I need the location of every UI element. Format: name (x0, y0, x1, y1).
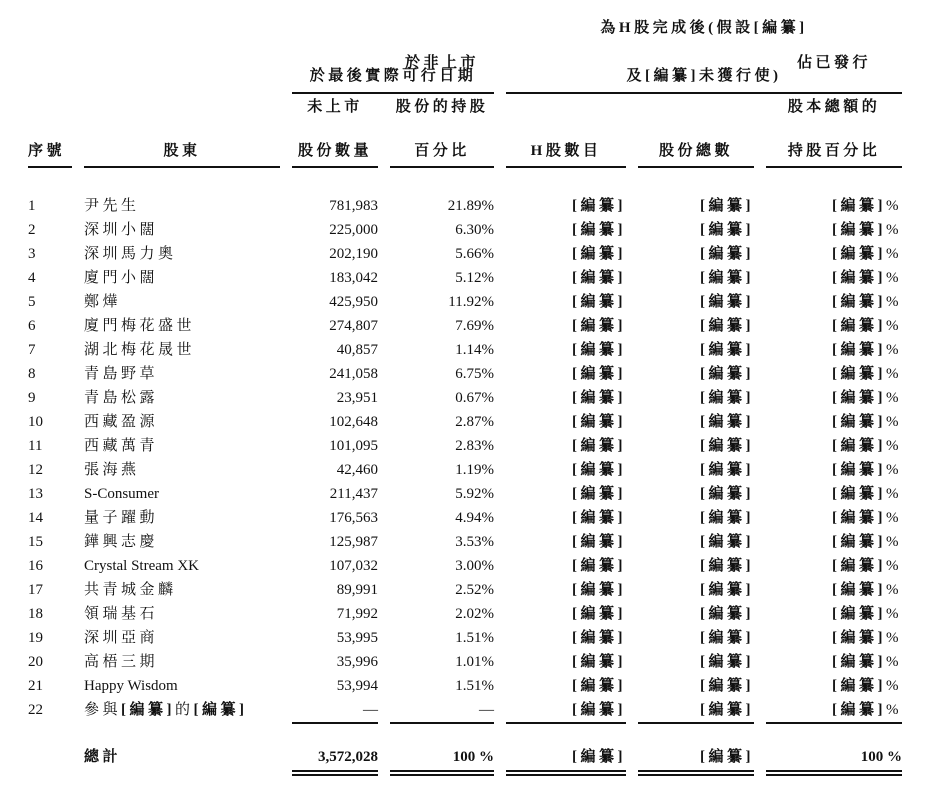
cell-unlisted-pct: 6.75% (455, 366, 494, 382)
cell-h-shares (506, 434, 626, 458)
cell-unlisted-pct: 11.92% (448, 294, 494, 310)
redaction-marker: [編纂] (700, 318, 754, 334)
cell-shareholder: 參與[編纂]的[編纂] (84, 702, 248, 718)
cell-unlisted-shares: 101,095 (329, 438, 378, 454)
table-row (28, 338, 925, 362)
cell-issued-pct: [編纂]% (832, 270, 902, 286)
cell-unlisted-pct: 1.19% (455, 462, 494, 478)
table-row (28, 650, 925, 674)
cell-issued-pct: [編纂]% (832, 246, 902, 262)
table-row (28, 698, 925, 724)
cell-h-shares (506, 290, 626, 314)
cell-unlisted-shares: 274,807 (329, 318, 378, 334)
redaction-marker: [編纂] (832, 294, 886, 310)
cell-issued-pct: [編纂]% (832, 222, 902, 238)
cell-total-shares (638, 578, 754, 602)
cell-h-shares (506, 386, 626, 410)
redaction-marker: [編纂] (832, 510, 886, 526)
cell-h-shares (506, 554, 626, 578)
cell-unlisted-shares: 125,987 (329, 534, 378, 550)
cell-total-shares (638, 506, 754, 530)
redaction-marker: [編纂] (572, 270, 626, 286)
col-header-shareholder: 股東 (84, 94, 280, 168)
cell-shareholder: 湖北梅花晟世 (84, 342, 196, 358)
cell-shareholder: 量子躍動 (84, 510, 159, 526)
span-header-latest-practicable-date: 於最後實際可行日期 (292, 10, 494, 94)
cell-total-shares (638, 674, 754, 698)
cell-h-shares (506, 530, 626, 554)
total-unlisted-shares: 3,572,028 (292, 744, 378, 776)
redaction-marker: [編纂] (572, 510, 626, 526)
cell-unlisted-pct: 2.87% (455, 414, 494, 430)
redaction-marker: [編纂] (832, 534, 886, 550)
cell-shareholder: 廈門梅花盛世 (84, 318, 196, 334)
redaction-marker: [編纂] (832, 654, 886, 670)
cell-unlisted-shares: 35,996 (336, 654, 378, 670)
col-header-issued-pct: 佔已發行 股本總額的 持股百分比 (766, 94, 902, 168)
redaction-marker: [編纂] (700, 294, 754, 310)
redaction-marker: [編纂] (700, 630, 754, 646)
redaction-marker: [編纂] (572, 222, 626, 238)
cell-seq: 1 (28, 198, 36, 214)
cell-seq: 13 (28, 486, 43, 502)
col-header-h-shares: H股數目 (506, 94, 626, 168)
cell-unlisted-shares: 23,951 (336, 390, 378, 406)
cell-issued-pct: [編纂]% (832, 438, 902, 454)
cell-issued-pct: [編纂]% (832, 294, 902, 310)
cell-unlisted-pct: 2.02% (455, 606, 494, 622)
redaction-marker: [編纂] (572, 462, 626, 478)
cell-shareholder: 高梧三期 (84, 654, 159, 670)
redaction-marker: [編纂] (832, 198, 886, 214)
cell-issued-pct: [編纂]% (832, 558, 902, 574)
cell-h-shares (506, 482, 626, 506)
redaction-marker: [編纂] (572, 438, 626, 454)
redaction-marker: [編纂] (572, 414, 626, 430)
cell-seq: 15 (28, 534, 43, 550)
redaction-marker: [編纂] (700, 606, 754, 622)
redaction-marker: [編纂] (572, 246, 626, 262)
cell-unlisted-pct: 1.01% (455, 654, 494, 670)
redaction-marker: [編纂] (572, 318, 626, 334)
cell-shareholder: Crystal Stream XK (84, 558, 199, 574)
redaction-marker: [編纂] (832, 222, 886, 238)
cell-unlisted-pct: 21.89% (447, 198, 494, 214)
cell-h-shares (506, 410, 626, 434)
cell-h-shares (506, 674, 626, 698)
cell-h-shares (506, 506, 626, 530)
redaction-marker: [編纂] (832, 558, 886, 574)
table-row (28, 530, 925, 554)
redaction-marker: [編纂] (700, 510, 754, 526)
cell-shareholder: 深圳亞商 (84, 630, 159, 646)
redaction-marker: [編纂] (700, 702, 754, 718)
table-row (28, 290, 925, 314)
table-row (28, 242, 925, 266)
cell-unlisted-shares: 176,563 (329, 510, 378, 526)
cell-shareholder: 張海燕 (84, 462, 140, 478)
cell-total-shares (638, 362, 754, 386)
cell-issued-pct: [編纂]% (832, 654, 902, 670)
redaction-marker: [編纂] (121, 702, 176, 718)
cell-shareholder: 尹先生 (84, 198, 140, 214)
redaction-marker: [編纂] (832, 606, 886, 622)
redaction-marker: [編纂] (832, 366, 886, 382)
cell-seq: 18 (28, 606, 43, 622)
cell-total-shares (638, 626, 754, 650)
cell-seq: 21 (28, 678, 43, 694)
span-header-post-completion: 為H股完成後(假設[編纂] 及[編纂]未獲行使) (506, 10, 902, 94)
redaction-marker: [編纂] (832, 318, 886, 334)
cell-issued-pct: [編纂]% (832, 582, 902, 598)
table-row (28, 458, 925, 482)
cell-unlisted-shares: 107,032 (329, 558, 378, 574)
table-row (28, 314, 925, 338)
redaction-marker: [編纂] (832, 390, 886, 406)
cell-unlisted-shares: 202,190 (329, 246, 378, 262)
cell-seq: 4 (28, 270, 36, 286)
cell-unlisted-shares: 781,983 (329, 198, 378, 214)
redaction-marker: [編纂] (832, 246, 886, 262)
cell-unlisted-shares: 40,857 (336, 342, 378, 358)
col-header-unlisted-shares: 未上市 股份數量 (292, 94, 378, 168)
cell-unlisted-pct: 1.51% (455, 678, 494, 694)
redaction-marker: [編纂] (832, 582, 886, 598)
cell-unlisted-pct: 5.12% (455, 270, 494, 286)
redaction-marker: [編纂] (700, 438, 754, 454)
cell-shareholder: 領瑞基石 (84, 606, 159, 622)
cell-total-shares (638, 698, 754, 724)
cell-h-shares (506, 578, 626, 602)
cell-unlisted-pct: 2.52% (455, 582, 494, 598)
redaction-marker: [編纂] (572, 294, 626, 310)
cell-shareholder: 共青城金麟 (84, 582, 177, 598)
col-header-unlisted-pct: 於非上市 股份的持股 百分比 (390, 94, 494, 168)
cell-shareholder: 青島野草 (84, 366, 159, 382)
redaction-marker: [編纂] (700, 486, 754, 502)
cell-seq: 20 (28, 654, 43, 670)
redaction-marker: [編纂] (700, 749, 754, 765)
cell-total-shares (638, 194, 754, 218)
cell-seq: 7 (28, 342, 36, 358)
cell-unlisted-shares: 53,995 (336, 630, 378, 646)
cell-total-shares (638, 482, 754, 506)
table-row (28, 434, 925, 458)
cell-unlisted-pct: 2.83% (455, 438, 494, 454)
cell-unlisted-shares: 241,058 (329, 366, 378, 382)
cell-shareholder: 青島松露 (84, 390, 159, 406)
cell-issued-pct: [編纂]% (832, 414, 902, 430)
cell-unlisted-pct: 1.14% (455, 342, 494, 358)
redaction-marker: [編纂] (572, 606, 626, 622)
col-header-total-shares: 股份總數 (638, 94, 754, 168)
cell-issued-pct: [編纂]% (832, 390, 902, 406)
cell-unlisted-shares: 225,000 (329, 222, 378, 238)
redaction-marker: [編纂] (572, 582, 626, 598)
redaction-marker: [編纂] (753, 20, 808, 36)
cell-unlisted-shares: 183,042 (329, 270, 378, 286)
table-row (28, 386, 925, 410)
cell-unlisted-shares: 42,460 (336, 462, 378, 478)
cell-issued-pct: [編纂]% (832, 606, 902, 622)
cell-h-shares (506, 626, 626, 650)
cell-shareholder: 深圳馬力奧 (84, 246, 177, 262)
cell-issued-pct: [編纂]% (832, 630, 902, 646)
cell-unlisted-pct: 3.00% (455, 558, 494, 574)
cell-h-shares (506, 242, 626, 266)
cell-issued-pct: [編纂]% (832, 678, 902, 694)
table-row (28, 218, 925, 242)
redaction-marker: [編纂] (193, 702, 248, 718)
redaction-marker: [編纂] (700, 654, 754, 670)
cell-shareholder: 鄭燁 (84, 294, 122, 310)
cell-unlisted-pct: 4.94% (455, 510, 494, 526)
redaction-marker: [編纂] (700, 414, 754, 430)
redaction-marker: [編纂] (700, 342, 754, 358)
cell-h-shares (506, 314, 626, 338)
cell-h-shares (506, 266, 626, 290)
table-rows (28, 194, 925, 724)
table-row (28, 554, 925, 578)
cell-seq: 11 (28, 438, 43, 454)
cell-unlisted-pct: 6.30% (455, 222, 494, 238)
cell-unlisted-pct: — (390, 698, 494, 724)
cell-total-shares (638, 434, 754, 458)
total-unlisted-pct: 100 % (390, 744, 494, 776)
redaction-marker: [編纂] (832, 462, 886, 478)
total-spacer (28, 744, 72, 776)
cell-total-shares (638, 530, 754, 554)
cell-unlisted-pct: 3.53% (455, 534, 494, 550)
cell-h-shares (506, 602, 626, 626)
redaction-marker: [編纂] (572, 654, 626, 670)
cell-total-shares (638, 554, 754, 578)
cell-h-shares (506, 458, 626, 482)
cell-seq: 5 (28, 294, 36, 310)
redaction-marker: [編纂] (572, 749, 626, 765)
table-row (28, 362, 925, 386)
cell-issued-pct: [編纂]% (832, 510, 902, 526)
redaction-marker: [編纂] (645, 68, 699, 84)
redaction-marker: [編纂] (832, 438, 886, 454)
redaction-marker: [編纂] (572, 678, 626, 694)
cell-seq: 22 (28, 702, 43, 718)
cell-total-shares (638, 314, 754, 338)
cell-total-shares (638, 218, 754, 242)
cell-h-shares (506, 698, 626, 724)
cell-total-shares (638, 602, 754, 626)
cell-seq: 14 (28, 510, 43, 526)
redaction-marker: [編纂] (700, 390, 754, 406)
cell-seq: 19 (28, 630, 43, 646)
cell-h-shares (506, 194, 626, 218)
cell-total-shares (638, 338, 754, 362)
total-label: 總計 (84, 749, 122, 765)
col-header-seq: 序號 (28, 94, 72, 168)
cell-total-shares (638, 242, 754, 266)
cell-total-shares (638, 410, 754, 434)
redaction-marker: [編纂] (832, 702, 886, 718)
redaction-marker: [編纂] (832, 678, 886, 694)
redaction-marker: [編纂] (832, 486, 886, 502)
cell-seq: 12 (28, 462, 43, 478)
redaction-marker: [編纂] (832, 414, 886, 430)
cell-unlisted-pct: 1.51% (455, 630, 494, 646)
cell-unlisted-shares: 53,994 (336, 678, 378, 694)
cell-unlisted-pct: 0.67% (455, 390, 494, 406)
table-row (28, 506, 925, 530)
cell-seq: 8 (28, 366, 36, 382)
cell-shareholder: Happy Wisdom (84, 678, 178, 694)
table-row (28, 578, 925, 602)
redaction-marker: [編纂] (572, 630, 626, 646)
cell-issued-pct: [編纂]% (766, 698, 902, 724)
cell-shareholder: 廈門小闊 (84, 270, 159, 286)
cell-seq: 16 (28, 558, 43, 574)
cell-unlisted-pct: 5.66% (455, 246, 494, 262)
cell-seq: 9 (28, 390, 36, 406)
total-total-shares (638, 744, 754, 776)
redaction-marker: [編纂] (700, 366, 754, 382)
cell-seq: 10 (28, 414, 43, 430)
table-row (28, 626, 925, 650)
cell-seq: 17 (28, 582, 43, 598)
cell-h-shares (506, 362, 626, 386)
table-row (28, 194, 925, 218)
redaction-marker: [編纂] (572, 534, 626, 550)
cell-issued-pct: [編纂]% (832, 462, 902, 478)
redaction-marker: [編纂] (700, 462, 754, 478)
table-row (28, 674, 925, 698)
table-row (28, 602, 925, 626)
redaction-marker: [編纂] (700, 582, 754, 598)
redaction-marker: [編纂] (572, 486, 626, 502)
table-row (28, 482, 925, 506)
total-issued-pct: 100 % (766, 744, 902, 776)
redaction-marker: [編纂] (832, 342, 886, 358)
cell-seq: 6 (28, 318, 36, 334)
cell-total-shares (638, 458, 754, 482)
redaction-marker: [編纂] (572, 558, 626, 574)
cell-total-shares (638, 266, 754, 290)
cell-issued-pct: [編纂]% (832, 198, 902, 214)
redaction-marker: [編纂] (572, 390, 626, 406)
table-row (28, 266, 925, 290)
cell-shareholder: 西藏萬青 (84, 438, 159, 454)
redaction-marker: [編纂] (700, 222, 754, 238)
cell-unlisted-shares: 211,437 (329, 486, 378, 502)
cell-seq: 3 (28, 246, 36, 262)
cell-shareholder: 西藏盈源 (84, 414, 159, 430)
total-h-shares (506, 744, 626, 776)
cell-h-shares (506, 338, 626, 362)
cell-unlisted-pct: 5.92% (455, 486, 494, 502)
cell-total-shares (638, 386, 754, 410)
cell-issued-pct: [編纂]% (832, 366, 902, 382)
cell-issued-pct: [編纂]% (832, 486, 902, 502)
cell-unlisted-pct: 7.69% (455, 318, 494, 334)
cell-unlisted-shares: 89,991 (336, 582, 378, 598)
redaction-marker: [編纂] (700, 678, 754, 694)
cell-issued-pct: [編纂]% (832, 534, 902, 550)
cell-shareholder: S-Consumer (84, 486, 159, 502)
cell-unlisted-shares: — (292, 698, 378, 724)
redaction-marker: [編纂] (700, 558, 754, 574)
redaction-marker: [編纂] (700, 534, 754, 550)
cell-total-shares (638, 290, 754, 314)
redaction-marker: [編纂] (572, 198, 626, 214)
cell-total-shares (638, 650, 754, 674)
redaction-marker: [編纂] (700, 270, 754, 286)
cell-shareholder: 鏵興志慶 (84, 534, 159, 550)
cell-unlisted-shares: 425,950 (329, 294, 378, 310)
redaction-marker: [編纂] (832, 630, 886, 646)
cell-issued-pct: [編纂]% (832, 318, 902, 334)
redaction-marker: [編纂] (832, 270, 886, 286)
redaction-marker: [編纂] (700, 198, 754, 214)
cell-h-shares (506, 650, 626, 674)
cell-unlisted-shares: 71,992 (336, 606, 378, 622)
total-row (28, 744, 925, 776)
redaction-marker: [編纂] (572, 702, 626, 718)
redaction-marker: [編纂] (700, 246, 754, 262)
redaction-marker: [編纂] (572, 366, 626, 382)
cell-unlisted-shares: 102,648 (329, 414, 378, 430)
cell-issued-pct: [編纂]% (832, 342, 902, 358)
cell-h-shares (506, 218, 626, 242)
redaction-marker: [編纂] (572, 342, 626, 358)
cell-shareholder: 深圳小闊 (84, 222, 159, 238)
table-row (28, 410, 925, 434)
cell-seq: 2 (28, 222, 36, 238)
